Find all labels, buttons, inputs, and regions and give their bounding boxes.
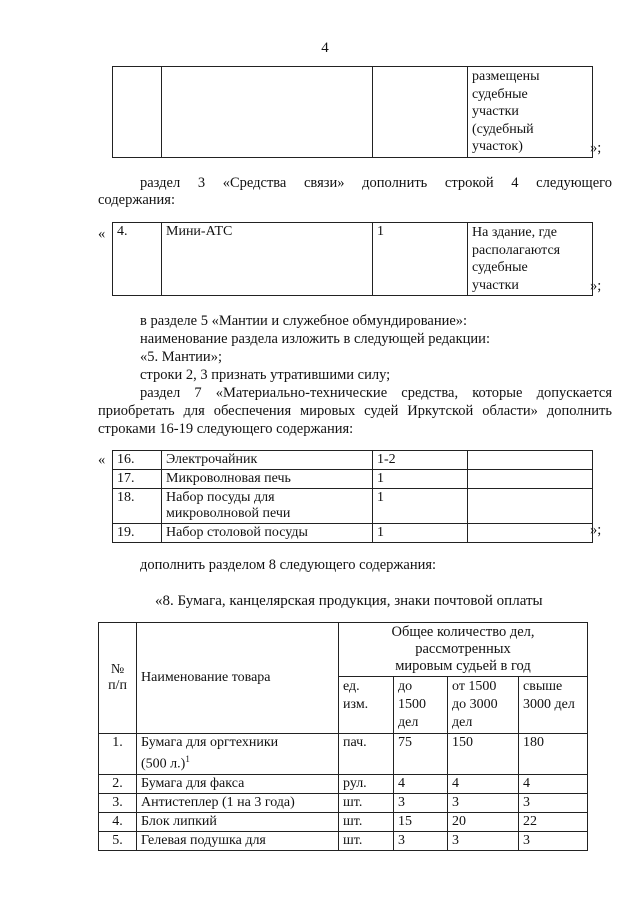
table-row [113,524,593,543]
closing-quote: »; [590,140,602,156]
header-group [339,623,588,677]
note-line: На здание, где [472,225,558,240]
item-v1: 4 [394,774,448,793]
paragraph-line: приобретать для обеспечения мировых судей Иркутской области» дополнить [98,403,612,419]
header-line: ед. [343,679,360,694]
name-line: Блок липкий [141,813,217,829]
row-number: 18. [113,489,162,524]
item-qty: 1 [373,223,468,296]
item-v3: 180 [519,734,588,775]
item-v3: 3 [519,793,588,812]
row-number: 3. [99,793,137,812]
item-v1: 15 [394,812,448,831]
opening-quote: « [98,226,106,242]
header-num [99,623,137,734]
item-unit: шт. [339,831,394,850]
item-qty: 1 [373,470,468,489]
table-cell [373,67,468,158]
item-v2: 20 [448,812,519,831]
item-v1: 3 [394,831,448,850]
table-row [113,489,593,524]
header-line: 1500 [398,697,426,712]
header-line: от 1500 [452,679,497,694]
item-qty: 1 [373,489,468,524]
item-note [468,470,593,489]
name-line: Набор столовой посуды [166,525,308,540]
header-line: до [398,679,413,694]
header-line: до 3000 [452,697,498,712]
opening-quote: « [98,452,106,468]
paragraph-line: строки 2, 3 признать утратившими силу; [140,367,391,383]
item-note [468,223,593,296]
item-name [162,470,373,489]
table-row [99,812,588,831]
header-col1 [394,677,448,734]
table-cell [162,67,373,158]
section-title: «8. Бумага, канцелярская продукция, знаки почтовой оплаты [155,593,543,609]
item-name [162,524,373,543]
item-unit: рул. [339,774,394,793]
item-name [137,812,339,831]
note-line: располагаются [472,242,561,258]
item-v3: 3 [519,831,588,850]
row-number: 2. [99,774,137,793]
item-v2: 3 [448,831,519,850]
item-v1: 75 [394,734,448,775]
item-unit: шт. [339,793,394,812]
table-row [99,831,588,850]
item-v3: 22 [519,812,588,831]
table-communications [112,222,593,296]
note-line: судебные [472,260,528,275]
name-line: Набор посуды для [166,490,275,505]
table-row [99,774,588,793]
row-number: 4. [99,812,137,831]
item-name [137,774,339,793]
header-unit [339,677,394,734]
note-line: (судебный [472,121,534,137]
header-line: изм. [343,697,369,712]
paragraph-line: раздел 3 «Средства связи» дополнить строкой 4 следующего [140,175,612,191]
header-line: Общее количество дел, [391,624,535,640]
item-name [137,831,339,850]
item-name: Мини-АТС [162,223,373,296]
table-header-row [99,623,588,677]
name-line: микроволновой печи [166,506,291,521]
table-row [113,451,593,470]
paragraph-line: наименование раздела изложить в следующей редакции: [140,331,490,347]
table-row [113,470,593,489]
header-line: дел [398,715,419,730]
item-v3: 4 [519,774,588,793]
header-line: мировым судьей в год [395,658,531,674]
item-note [468,451,593,470]
note-line: размещены [472,69,540,84]
header-line: рассмотренных [415,641,511,657]
note-line: судебные [472,86,528,102]
table-section7 [112,450,593,543]
paragraph-line: содержания: [98,192,176,208]
name-line [141,751,334,773]
closing-quote: »; [590,278,602,294]
item-name [137,793,339,812]
table-cell-note [468,67,593,158]
header-col3 [519,677,588,734]
table-top-continuation [112,66,593,158]
item-v1: 3 [394,793,448,812]
paragraph-line: строками 16-19 следующего содержания: [98,421,354,437]
table-row [99,734,588,775]
header-line: свыше [523,679,563,694]
item-unit: пач. [339,734,394,775]
row-number: 16. [113,451,162,470]
footnote-mark: 1 [185,754,190,764]
paragraph-line: дополнить разделом 8 следующего содержания: [140,557,437,573]
row-number: 5. [99,831,137,850]
page-number: 4 [321,40,329,56]
item-name [162,451,373,470]
note-line: участки [472,277,519,293]
item-qty: 1 [373,524,468,543]
table-row [113,223,593,296]
item-note [468,524,593,543]
note-line: участки [472,104,519,119]
table-row [113,67,593,158]
name-line: Бумага для факса [141,775,245,791]
item-qty: 1-2 [373,451,468,470]
header-col2 [448,677,519,734]
header-name: Наименование товара [137,623,339,734]
item-v2: 4 [448,774,519,793]
closing-quote: »; [590,522,602,538]
item-v2: 3 [448,793,519,812]
paragraph-line: в разделе 5 «Мантии и служебное обмундирование»: [140,313,468,329]
header-line: п/п [108,678,127,693]
header-line: дел [452,715,473,730]
table-row [99,793,588,812]
paragraph-line: «5. Мантии»; [140,349,222,365]
name-line-text: (500 л.) [141,756,186,772]
row-number: 1. [99,734,137,775]
name-line: Бумага для оргтехники [141,735,279,750]
name-line: Электрочайник [166,452,258,467]
paragraph-line: раздел 7 «Материально-технические средства, которые допускается [140,385,612,401]
name-line: Гелевая подушка для [141,832,266,848]
row-number: 17. [113,470,162,489]
item-name [137,734,339,775]
item-note [468,489,593,524]
item-v2: 150 [448,734,519,775]
name-line: Микроволновая печь [166,471,291,486]
row-number: 19. [113,524,162,543]
item-unit: шт. [339,812,394,831]
header-line: № [110,662,125,677]
item-name [162,489,373,524]
note-line: участок) [472,139,523,154]
table-cell [113,67,162,158]
header-line: 3000 дел [523,697,575,712]
name-line: Антистеплер (1 на 3 года) [141,794,295,810]
row-number: 4. [113,223,162,296]
table-section8 [98,622,588,851]
